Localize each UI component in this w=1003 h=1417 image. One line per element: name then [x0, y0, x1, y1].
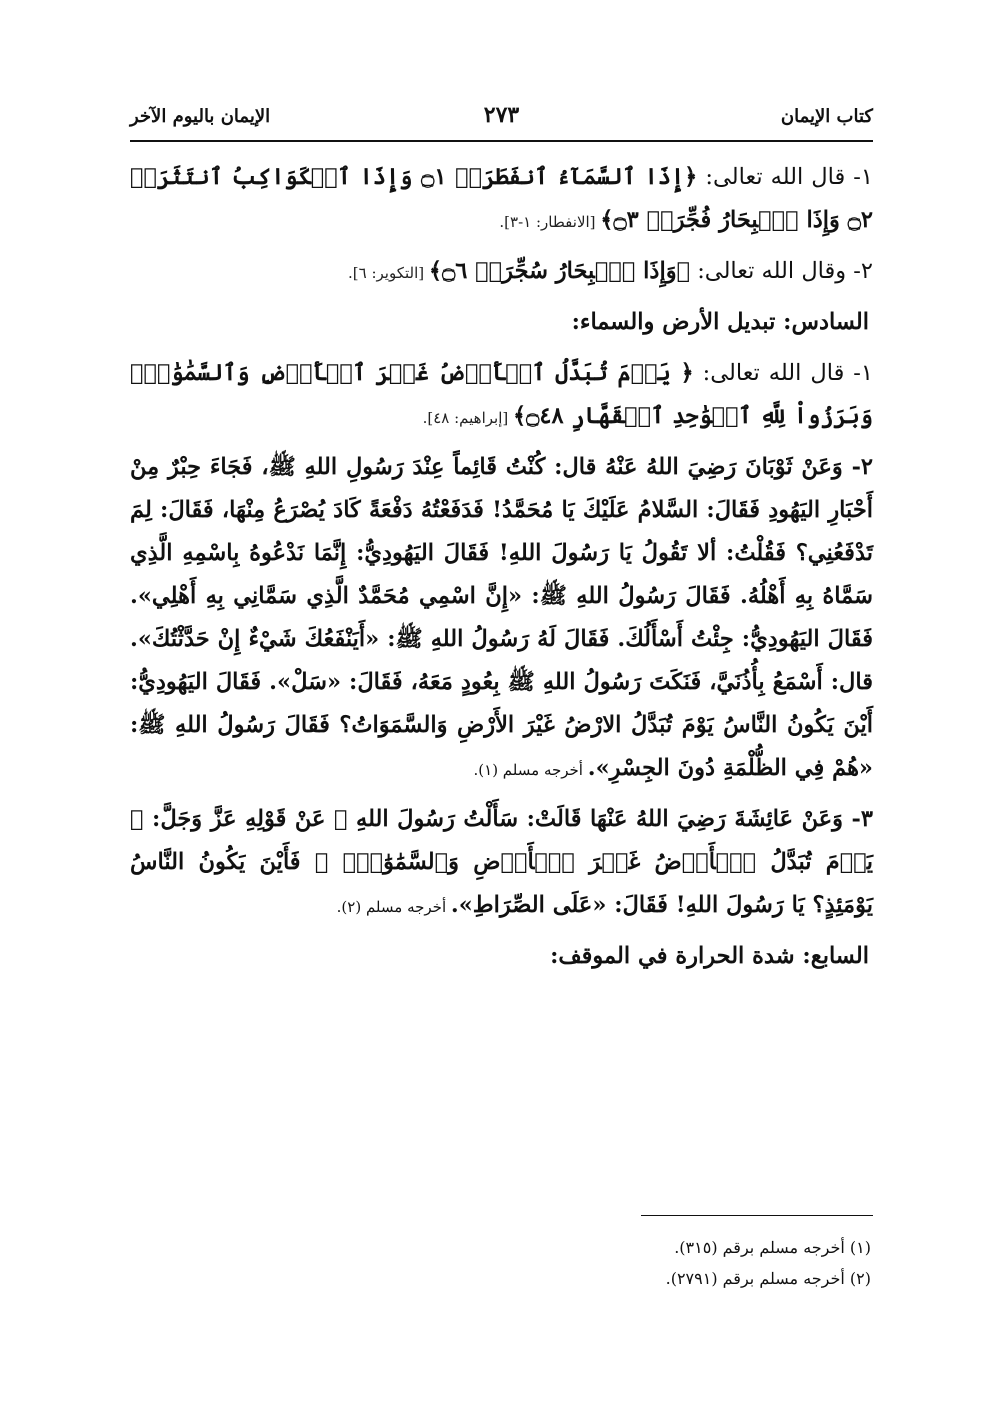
- hadith-source: أخرجه مسلم (٢).: [336, 898, 451, 916]
- quran-verse: ﴿ يَوۡمَ تُبَدَّلُ ٱلۡأَرۡضُ غَيۡرَ ٱلۡأَرۡضِ وَٱلسَّمَٰوَٰتُۖ ﴾: [130, 806, 873, 875]
- paragraph-verse-infitar: [130, 156, 873, 244]
- page-number: ٢٧٣: [483, 102, 520, 128]
- running-header: [130, 100, 873, 134]
- verse-citation: [إبراهيم: ٤٨].: [422, 409, 513, 427]
- footnote-2: (٢) أخرجه مسلم برقم (٢٧٩١).: [665, 1269, 871, 1288]
- footnote-1: (١) أخرجه مسلم برقم (٣١٥).: [674, 1238, 871, 1257]
- header-book-title: كتاب الإيمان: [780, 106, 873, 127]
- paragraph-lead: ١- قال الله تعالى:: [693, 360, 873, 386]
- quran-verse: ﴿إِذَا ٱلسَّمَآءُ ٱنفَطَرَتۡ ۝١ وَإِذَا ٱلۡكَوَاكِبُ ٱنتَثَرَتۡ ۝٢ وَإِذَا ٱلۡبِحَارُ فُجِّرَتۡ ۝٣﴾: [130, 164, 873, 233]
- paragraph-lead: ١- قال الله تعالى:: [697, 164, 873, 190]
- paragraph-lead: ٢- وقال الله تعالى:: [690, 258, 873, 284]
- header-chapter-title: الإيمان باليوم الآخر: [130, 106, 271, 127]
- quran-verse: ﴿ يَوۡمَ تُبَدَّلُ ٱلۡأَرۡضُ غَيۡرَ ٱلۡأَرۡضِ وَٱلسَّمَٰوَٰتُۖ وَبَرَزُواْ لِلَّهِ ٱلۡوَٰحِدِ ٱلۡقَهَّارِ ۝٤٨﴾: [130, 360, 873, 429]
- header-divider: [130, 140, 873, 142]
- verse-citation: [التكوير: ٦].: [347, 264, 429, 282]
- paragraph-hadith-aisha: [130, 798, 873, 929]
- verse-citation: [الانفطار: ١-٣].: [499, 213, 601, 231]
- hadith-text: ٢- وَعَنْ ثَوْبَانَ رَضِيَ اللهُ عَنْهُ قال: كُنْتُ قَائِماً عِنْدَ رَسُولِ اللهِ ﷺ، فَجَاءَ حِبْرٌ مِنْ أَحْبَارِ اليَهُودِ فَقَالَ: السَّلامُ عَلَيْكَ يَا مُحَمَّدُ! فَدَفَعْتُهُ دَفْعَةً كَادَ يُصْرَعُ مِنْهَا، فَقَالَ: لِمَ تَدْفَعُنِي؟ فَقُلْتُ: ألا تَقُولُ يَا رَسُولَ اللهِ! فَقَالَ اليَهُودِيُّ: إِنَّمَا نَدْعُوهُ بِاسْمِهِ الَّذِي سَمَّاهُ بِهِ أَهْلُهُ. فَقَالَ رَسُولُ اللهِ ﷺ: «إِنَّ اسْمِي مُحَمَّدٌ الَّذِي سَمَّانِي بِهِ أَهْلِي». فَقَالَ اليَهُودِيُّ: جِئْتُ أَسْأَلُكَ. فَقَالَ لَهُ رَسُولُ اللهِ ﷺ: «أَيَنْفَعُكَ شَيْءٌ إِنْ حَدَّثْتُكَ». قال: أَسْمَعُ بِأُذُنَيَّ، فَنَكَتَ رَسُولُ اللهِ ﷺ بِعُودٍ مَعَهُ، فَقَالَ: «سَلْ». فَقَالَ اليَهُودِيُّ: أَيْنَ يَكُونُ النَّاسُ يَوْمَ تُبَدَّلُ الارْضُ غَيْرَ الأَرْضِ وَالسَّمَوَاتُ؟ فَقَالَ رَسُولُ اللهِ ﷺ: «هُمْ فِي الظُّلْمَةِ دُونَ الجِسْرِ».: [130, 454, 873, 781]
- hadith-source: أخرجه مسلم (١).: [473, 761, 588, 779]
- main-text: [130, 156, 873, 986]
- quran-verse: ﴿وَإِذَا ٱلۡبِحَارُ سُجِّرَتۡ ۝٦﴾: [428, 258, 691, 284]
- footnote-divider: [641, 1215, 873, 1216]
- section-heading-sixth: السادس: تبديل الأرض والسماء:: [571, 309, 869, 335]
- hadith-text-continued: فَأَيْنَ يَكُونُ النَّاسُ يَوْمَئِذٍ؟ يَا رَسُولَ اللهِ! فَقَالَ: «عَلَى الصِّرَاطِ».: [130, 849, 873, 918]
- footnotes: [130, 1232, 873, 1294]
- hadith-text: ٣- وَعَنْ عَائِشَةَ رَضِيَ اللهُ عَنْهَا قَالَتْ: سَأَلْتُ رَسُولَ اللهِ ﷺ عَنْ قَوْلِهِ عَزَّ وَجَلَّ:: [143, 806, 873, 832]
- section-heading-seventh: السابع: شدة الحرارة في الموقف:: [550, 943, 869, 969]
- paragraph-hadith-thawban: [130, 446, 873, 792]
- paragraph-verse-takwir: [130, 250, 873, 295]
- paragraph-verse-ibrahim: [130, 352, 873, 440]
